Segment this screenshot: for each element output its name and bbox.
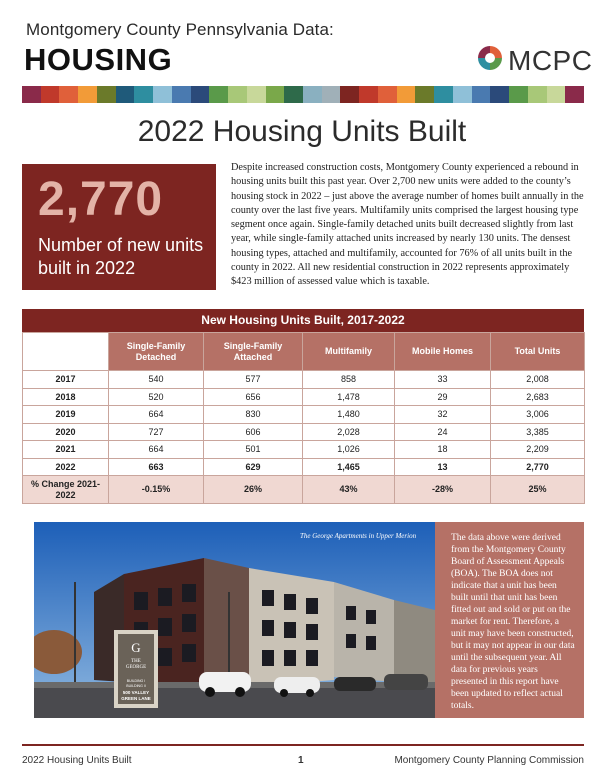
logo-text: MCPC (508, 45, 593, 76)
sign-text: THE (131, 659, 141, 664)
stripe-segment (116, 86, 135, 103)
table-row (23, 458, 585, 476)
table-row (23, 406, 585, 424)
housing-units-table (22, 332, 585, 504)
stripe-segment (565, 86, 584, 103)
table-cell: 3,006 (491, 406, 585, 424)
sign-text: GREEN LANE (121, 696, 151, 701)
stripe-segment (397, 86, 416, 103)
table-cell: 1,480 (303, 406, 395, 424)
table-cell: 24 (395, 423, 491, 441)
stripe-segment (134, 86, 153, 103)
row-label: % Change 2021-2022 (23, 476, 109, 504)
stripe-segment (340, 86, 359, 103)
stripe-segment (509, 86, 528, 103)
table-cell: 2,028 (303, 423, 395, 441)
stripe-segment (22, 86, 41, 103)
table-cell: 32 (395, 406, 491, 424)
table-cell: 501 (204, 441, 303, 459)
row-label: 2018 (23, 388, 109, 406)
table-cell: 2,683 (491, 388, 585, 406)
header-supertitle: Montgomery County Pennsylvania Data: (26, 20, 334, 39)
table-cell: 2,209 (491, 441, 585, 459)
table-cell: 520 (109, 388, 204, 406)
table-row (23, 441, 585, 459)
data-note: The data above were derived from the Montgomery County Board of Assessment Appeals (BOA). The BOA does not indicate that a unit has been built until that unit has been fitted out and sold or put on the market for rent. Therefore, a unit may have been constructed, but it may not appear in our data until the subsequent year. All data for previous years presented in this report have been updated to reflect actual totals. (435, 522, 584, 718)
page-title: HOUSING (24, 42, 173, 77)
table-cell: 3,385 (491, 423, 585, 441)
row-label: 2022 (23, 458, 109, 476)
stripe-segment (78, 86, 97, 103)
column-header: Mobile Homes (395, 333, 491, 371)
table-cell: 2,008 (491, 371, 585, 389)
table-cell: 1,026 (303, 441, 395, 459)
table-cell: 858 (303, 371, 395, 389)
table-cell: 33 (395, 371, 491, 389)
mcpc-logo-icon (474, 42, 506, 74)
table-corner-cell (23, 333, 109, 371)
page-number: 1 (298, 755, 304, 766)
row-label: 2021 (23, 441, 109, 459)
stripe-segment (153, 86, 172, 103)
table-cell: 577 (204, 371, 303, 389)
stripe-segment (266, 86, 285, 103)
table-cell: 43% (303, 476, 395, 504)
table-cell: 540 (109, 371, 204, 389)
stripe-segment (97, 86, 116, 103)
footer-title: 2022 Housing Units Built (22, 755, 132, 766)
stripe-segment (472, 86, 491, 103)
stripe-segment (228, 86, 247, 103)
table-row (23, 423, 585, 441)
stat-label: Number of new units built in 2022 (38, 235, 204, 278)
column-header: Multifamily (303, 333, 395, 371)
table-cell: 606 (204, 423, 303, 441)
column-header: Total Units (491, 333, 585, 371)
table-cell: 1,478 (303, 388, 395, 406)
table-cell: 629 (204, 458, 303, 476)
stripe-segment (415, 86, 434, 103)
table-cell: 656 (204, 388, 303, 406)
sign-text: BUILDING II (126, 684, 146, 688)
table-cell: 664 (109, 441, 204, 459)
stripe-segment (191, 86, 210, 103)
stripe-segment (547, 86, 566, 103)
stripe-segment (453, 86, 472, 103)
table-cell: 727 (109, 423, 204, 441)
table-cell: 25% (491, 476, 585, 504)
table-cell: -0.15% (109, 476, 204, 504)
apartment-illustration (34, 522, 435, 718)
photo-caption: The George Apartments in Upper Merion (300, 532, 417, 540)
stripe-segment (378, 86, 397, 103)
stripe-segment (247, 86, 266, 103)
table-row (23, 371, 585, 389)
table-header-row (23, 333, 585, 371)
table-row (23, 388, 585, 406)
intro-paragraph: Despite increased construction costs, Montgomery County experienced a rebound in housing units built this past year. Over 2,700 new units were added to the county’s housing stock in 2022 – just above the average number of homes built annually in the county over the last five years. Multifamily units comprised the largest housing type segment once again. Single-family detached units built decreased slightly from last year, while single-family attached units increased by nearly 130 units. The densest housing types, attached and multifamily, accounted for 76% of all units built in the county in 2022. All new residential construction in 2022 represents approximately $423 million of assessed value which is taxable. (231, 162, 584, 288)
stat-callout (22, 164, 216, 290)
stripe-segment (209, 86, 228, 103)
stripe-segment (284, 86, 303, 103)
stripe-segment (490, 86, 509, 103)
table-cell: 26% (204, 476, 303, 504)
stat-number: 2,770 (38, 173, 164, 226)
sign-text: 500 VALLEY (122, 690, 150, 695)
table-cell: 664 (109, 406, 204, 424)
stripe-segment (303, 86, 322, 103)
row-label: 2017 (23, 371, 109, 389)
row-label: 2019 (23, 406, 109, 424)
column-header: Single-Family Attached (204, 333, 303, 371)
apartment-photo (34, 522, 435, 718)
table-cell: -28% (395, 476, 491, 504)
table-cell: 1,465 (303, 458, 395, 476)
table-cell: 830 (204, 406, 303, 424)
sign-text: G (131, 640, 141, 655)
mcpc-logo (474, 42, 593, 82)
stripe-segment (59, 86, 78, 103)
stripe-segment (41, 86, 60, 103)
color-stripe (22, 86, 584, 103)
table-cell: 18 (395, 441, 491, 459)
stripe-segment (172, 86, 191, 103)
table-cell: 663 (109, 458, 204, 476)
sign-text: BUILDING I (126, 679, 146, 683)
stripe-segment (322, 86, 341, 103)
row-label: 2020 (23, 423, 109, 441)
column-header: Single-Family Detached (109, 333, 204, 371)
sign-text: GEORGE (125, 665, 147, 670)
main-heading: 2022 Housing Units Built (137, 115, 467, 148)
table-cell: 2,770 (491, 458, 585, 476)
stripe-segment (528, 86, 547, 103)
table-cell: 29 (395, 388, 491, 406)
footer-rule (22, 744, 584, 746)
footer-organization: Montgomery County Planning Commission (394, 755, 584, 766)
stripe-segment (434, 86, 453, 103)
table-row (23, 476, 585, 504)
table-title: New Housing Units Built, 2017-2022 (22, 309, 584, 332)
table-cell: 13 (395, 458, 491, 476)
stripe-segment (359, 86, 378, 103)
